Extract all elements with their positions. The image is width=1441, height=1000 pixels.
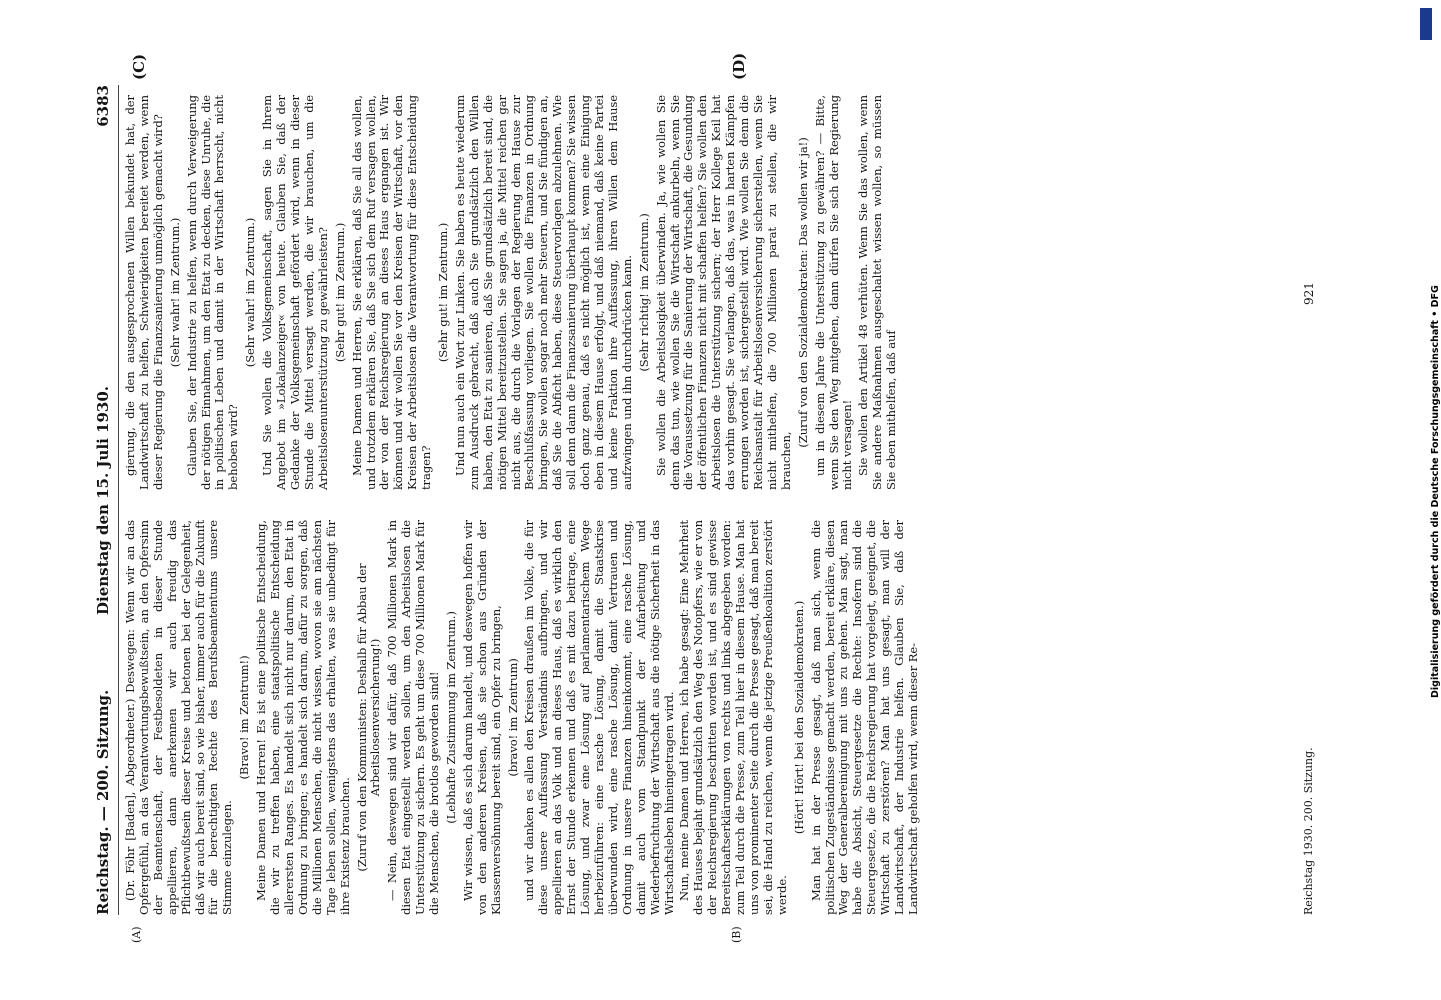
- interjection: (Hört! Hört! bei den Sozialdemokraten.): [791, 600, 806, 835]
- paragraph: Meine Damen und Herren, Sie erklären, daß Sie all das wollen, und trotzdem erklären Sie, daß Sie sich dem Ruf versagen wollen, der von der Reichsregierung an dieses Haus ergangen ist. Wir können und wir wollen Sie vor den Kreisen der Wirtschaft, vor den Kreisen der Arbeitslosen die Verantwortung für diese Entscheidung tragen?: [349, 95, 434, 490]
- interjection: (Sehr gut! im Zentrum.): [332, 222, 347, 363]
- paragraph: Glauben Sie, der Industrie zu helfen, wenn durch Verweigerung der nötigen Einnahmen, um den Etat zu decken, diese Unruhe, die in politischen Leben und damit in der Wirtschaft herrscht, nicht behoben wird?: [184, 95, 241, 490]
- paragraph: Und Sie wollen die Volksgemeinschaft, sagen Sie in Ihrem Angebot im »Lokalanzeiger« von heute. Glauben Sie, daß der Gedanke der Volksgemeinschaft gefördert wird, wenn in dieser Stunde die Mittel versagt werden, die wir brauchen, um die Arbeitslosenunterstützung zu gewährleisten?: [260, 95, 330, 490]
- paragraph: gierung, die den ausgesprochenen Willen bekundet hat, der Landwirtschaft zu helfen, Schwierigkeiten bereitet werden, wenn dieser Regierung die Finanzsanierung unmöglich gemacht wird?: [123, 95, 165, 490]
- paragraph: Und nun auch ein Wort zur Linken. Sie haben es heute wiederum zum Ausdruck gebracht, daß auch Sie grundsätzlich den Willen haben, den Etat zu sanieren, daß Sie grundsätzlich bereit sind, die nötigen Mittel bereitzustellen. Sie sagen ja, die Mittel reichen gar nicht aus, die durch die Vorlagen der Regierung dem Hause zur Beschlußfassung vorliegen. Sie wollen die Finanzen in Ordnung bringen, Sie wollen sogar noch mehr Steuern, und Sie fündigen an, daß Sie die Abficht haben, diese Steuervorlagen abzulehnen. Wie soll denn dann die Finanzsanierung überhaupt kommen? Sie wissen doch ganz genau, daß es nicht möglich ist, wenn eine Einigung eben in diesem Hause erfolgt, und daß niemand, daß keine Partei und keine Fraktion ihre Auffassung, ihren Willen dem Hause aufzwingen und ihn durchdrücken kann.: [452, 95, 634, 490]
- credit-text: Digitalisierung gefördert durch die Deutsche Forschungsgemeinschaft • DFG: [1430, 285, 1441, 698]
- credit-strip: [1418, 8, 1441, 698]
- paragraph: Sie wollen den Artikel 48 verhüten. Wenn Sie das wollen, wenn Sie andere Maßnahmen ausgeschaltet wissen wollen, so müssen Sie eben mithelfen, daß auf: [856, 95, 899, 490]
- paragraph: (Dr. Föhr [Baden], Abgeordneter.) Deswegen: Wenn wir an das Opfergefühl, an das Verantwortungsbewußtsein, an den Opfersinn der Beamtenschaft, der Festbesoldeten in dieser Stunde appellieren, dann anerkennen wir auch freudig das Pflichtbewußtsein dieser Kreise und betonen bei der Gelegenheit, daß wir auch bereit sind, so wie bisher, immer auch für die Zukunft für die berechtigten Rechte des Berufsbeamtentums unsere Stimme einzulegen.: [123, 520, 235, 915]
- paragraph: Meine Damen und Herren! Es ist eine politische Entscheidung, die wir zu treffen haben, eine staatspolitische Entscheidung allerersten Ranges. Es handelt sich nicht nur darum, den Etat in Ordnung zu bringen; es handelt sich darum, dafür zu sorgen, daß die Millionen Menschen, die nicht wissen, wovon sie am nächsten Tage leben sollen, wenigstens das erhalten, was sie unbedingt für ihre Existenz brauchen.: [254, 520, 352, 915]
- right-column: [124, 95, 901, 490]
- interjection: (Sehr wahr! im Zentrum.): [167, 217, 182, 368]
- paragraph: Sie wollen die Arbeitslosigkeit überwinden. Ja, wie wollen Sie denn das tun, wie wollen Sie die Wirtschaft ankurbeln, wenn Sie die Voraussetzung für die Sanierung der Wirtschaft, die Gesundung der öffentlichen Finanzen nicht mit schaffen helfen? Sie wollen den Arbeitslosen die Unterstützung sichern; der Herr Kollege Keil hat das vorhin gesagt. Sie verlangen, daß das, was in harten Kämpfen errungen worden ist, sichergestellt wird. Wie wollen Sie denn die Reichsanstalt für Arbeitslosenversicherung sicherstellen, wenn Sie nicht mithelfen, die 700 Millionen parat zu stellen, die wir brauchen,: [653, 95, 793, 490]
- header-left: Reichstag. — 200. Sitzung.: [94, 689, 112, 915]
- margin-marker-d: (D): [730, 52, 748, 80]
- page-number: 6383: [94, 85, 112, 127]
- interjection: (bravo! im Zentrum): [505, 658, 520, 777]
- paragraph: um in diesem Jahre die Unterstützung zu gewähren? — Bitte, wenn Sie den Weg mitgehen, dann dürfen Sie sich der Regierung nicht versagen!: [812, 95, 855, 490]
- paragraph: und wir danken es allen den Kreisen draußen im Volke, die für diese unsere Auffassung Verständnis aufbringen, und wir appellieren an das Volk und an dieses Haus, daß es wirklich den Ernst der Stunde erkennen und daß es mit dazu beitrage, eine Lösung, und zwar eine Lösung auf parlamentarischem Wege herbeizuführen: eine rasche Lösung, damit die Staatskrise überwunden wird, eine rasche Lösung, damit Vertrauen und Ordnung in unsere Finanzen hineinkommt, eine rasche Lösung, damit auch vom Standpunkt der Aufarbeitung und Wiederbefruchtung der Wirtschaft aus die nötige Sicherheit in das Wirtschaftsleben hineingetragen wird.: [522, 520, 676, 915]
- margin-marker-b: (B): [730, 926, 743, 943]
- left-column: [124, 520, 923, 915]
- page-frame: [90, 52, 1330, 943]
- paragraph: — Nein, deswegen sind wir dafür, daß 700 Millionen Mark in diesen Etat eingestellt werden sollen, um den Arbeitslosen die Unterstützung zu sichern. Es geht um diese 700 Millionen Mark für die Menschen, die brotlos geworden sind!: [385, 520, 442, 915]
- margin-marker-c: (C): [130, 53, 148, 80]
- interjection: (Sehr gut! im Zentrum.): [436, 222, 451, 363]
- margin-marker-a: (A): [130, 926, 143, 943]
- interjection: (Lebhafte Zustimmung im Zentrum.): [443, 611, 458, 824]
- header-rule: [118, 85, 119, 915]
- interjection: (Bravo! im Zentrum!): [237, 655, 252, 780]
- footer-left: Reichstag 1930. 200. Sitzung.: [1302, 747, 1315, 915]
- dfg-logo: [1420, 8, 1432, 40]
- interjection: (Zuruf von den Kommunisten: Deshalb für Abbau der Arbeitslosenversicherung!): [354, 563, 383, 872]
- rotated-page: [90, 0, 1316, 943]
- interjection: (Zuruf von den Sozialdemokraten: Das wollen wir ja!): [795, 137, 810, 448]
- interjection: (Sehr wahr! im Zentrum.): [243, 217, 258, 368]
- footer-center: 921: [1302, 282, 1316, 305]
- paragraph: Man hat in der Presse gesagt, daß man sich, wenn die politischen Zugeständnisse gemacht werden, bereit erkläre, diesen Weg der Generalbereinigung mit uns zu gehen. Man sagt, man habe die Absicht, Steuergesetze die Rechte: Insofern sind die Steuergesetze, die die Reichsregierung hat vorgelegt, geeignet, die Wirtschaft zu zerstören? Man hat uns gesagt, man will der Landwirtschaft, der Industrie helfen. Glauben Sie, daß der Landwirtschaft geholfen wird, wenn dieser Re-: [808, 520, 920, 915]
- paragraph: Nun, meine Damen und Herren, ich habe gesagt: Eine Mehrheit des Hauses bejaht grundsätzlich den Weg des Notopfers, wie er von der Reichsregierung beschritten worden ist, und es sind gewisse Bereitschaftserklärungen von rechts und links abgegeben worden: zum Teil durch die Presse, zum Teil hier in diesem Hause. Man hat uns von prominenter Seite durch die Presse gesagt, daß man bereit sei, die Hand zu reichen, wenn die jetzige Preußenkoalition zerstört werde.: [677, 520, 789, 915]
- page-header: [94, 85, 118, 915]
- header-center: Dienstag den 15. Juli 1930.: [94, 385, 112, 615]
- interjection: (Sehr richtig! im Zentrum.): [636, 213, 651, 372]
- paragraph: Wir wissen, daß es sich darum handelt, und deswegen hoffen wir von den anderen Kreisen, daß sie schon aus Gründen der Klassenversöhnung bereit sind, ein Opfer zu bringen,: [460, 520, 503, 915]
